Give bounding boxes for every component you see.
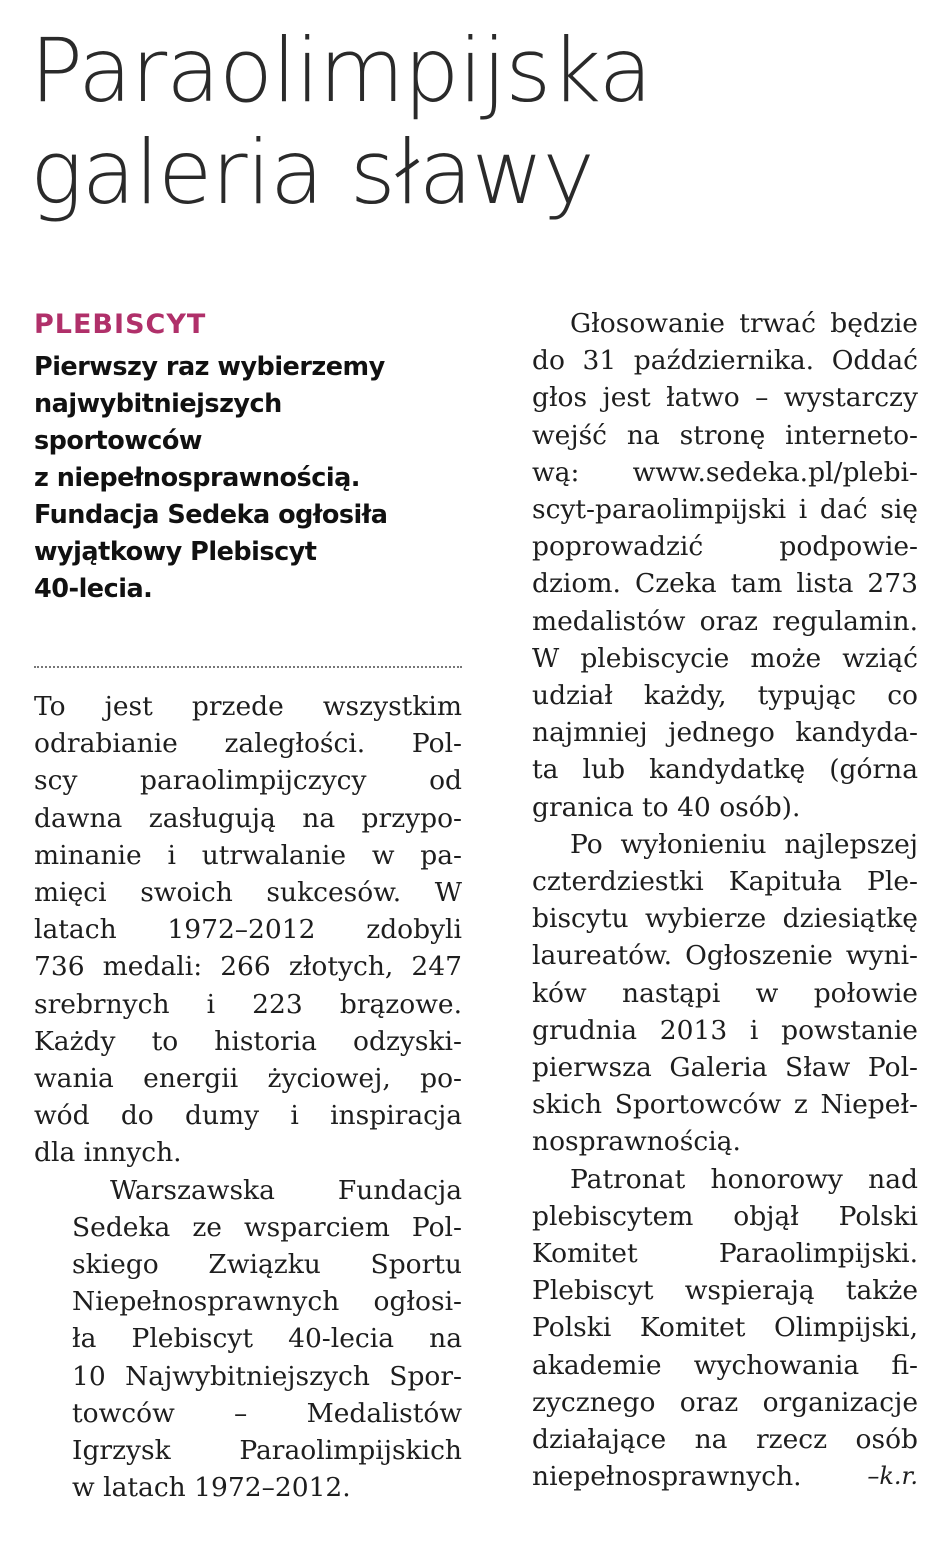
body-paragraph-5 [494,1161,918,1496]
body-paragraph-2 [34,1172,462,1507]
text-line: granica to 40 osób). [532,791,801,823]
headline-line-2: galeria sławy [30,121,594,224]
text-line: dla innych. [34,1137,182,1169]
text-line: dawna zasługują na przypo- [34,802,462,834]
text-line: wania energii życiowej, po- [34,1063,462,1095]
article-lead [34,349,454,608]
text-line: plebiscytem objął Polski [532,1200,918,1232]
text-line: W plebiscycie może wziąć [532,642,918,674]
text-line: mięci swoich sukcesów. W [34,877,462,909]
author-signature: –k.r. [867,1462,918,1491]
text-line: udział każdy, typując co [532,680,918,712]
text-line: Patronat honorowy nad [570,1163,918,1195]
lead-line: sportowców [34,426,202,456]
text-line: działające na rzecz osób [532,1424,918,1456]
text-line: Głosowanie trwać będzie [570,308,918,339]
text-line: dziom. Czeka tam lista 273 [532,568,918,600]
section-kicker: PLEBISCYT [34,309,207,340]
text-line: latach 1972–2012 zdobyli [34,914,462,946]
text-line: 10 Najwybitniejszych Spor- [72,1360,462,1392]
text-line: medalistów oraz regulamin. [532,605,918,637]
text-line: czterdziestki Kapituła Ple- [532,866,918,898]
text-line: To jest przede wszystkim [34,691,462,722]
text-line: Igrzysk Paraolimpijskich [72,1435,462,1467]
lead-line: wyjątkowy Plebiscyt [34,537,317,567]
headline-line-1: Paraolimpijska [30,19,652,122]
text-line: poprowadzić podpowie- [532,531,918,563]
lead-line: z niepełnosprawnością. [34,463,360,493]
text-line: wejść na stronę interneto- [532,419,918,451]
body-paragraph-4 [494,826,918,1161]
lead-line: Fundacja Sedeka ogłosiła [34,500,388,530]
text-line: odrabianie zaległości. Pol- [34,728,462,760]
text-line: wą: www.sedeka.pl/plebi- [532,456,918,488]
text-line: Plebiscyt wspierają także [532,1275,918,1307]
text-line: srebrnych i 223 brązowe. [34,988,462,1020]
text-line: Polski Komitet Olimpijski, [532,1312,918,1344]
text-line: akademie wychowania fi- [532,1349,918,1381]
text-line: skich Sportowców z Niepeł- [532,1089,918,1121]
lead-line: Pierwszy raz wybierzemy [34,352,385,382]
text-line: ta lub kandydatkę (górna [532,754,918,786]
body-paragraph-3 [494,305,918,826]
text-line: ków nastąpi w połowie [532,977,918,1009]
text-line: towców – Medalistów [72,1397,462,1429]
text-line: skiego Związku Sportu [72,1249,462,1281]
text-line: scyt-paraolimpijski i dać się [532,494,918,526]
text-line: Sedeka ze wsparciem Pol- [72,1211,462,1243]
text-line: najmniej jednego kandyda- [532,717,918,749]
text-line: scy paraolimpijczycy od [34,765,462,797]
text-line: głos jest łatwo – wystarczy [532,382,918,414]
text-line: –k.r. niepełnosprawnych. [494,1458,918,1495]
text-line: do 31 października. Oddać [532,345,918,377]
text-line: wód do dumy i inspiracja [34,1100,462,1132]
right-column [494,305,918,1496]
lead-line: 40-lecia. [34,574,153,604]
text-line: Niepełnosprawnych ogłosi- [72,1286,462,1318]
text-line: zycznego oraz organizacje [532,1386,918,1418]
text-line: laureatów. Ogłoszenie wyni- [532,940,918,972]
text-line: biscytu wybierze dziesiątkę [532,903,918,935]
text-line: Warszawska Fundacja [110,1174,462,1206]
text-line: 736 medali: 266 złotych, 247 [34,951,462,983]
text-line: Po wyłonieniu najlepszej [570,828,918,860]
text-line: grudnia 2013 i powstanie [532,1014,918,1046]
text-line: Każdy to historia odzyski- [34,1025,462,1057]
left-column [34,305,462,1506]
text-line: ła Plebiscyt 40-lecia na [72,1323,462,1355]
body-paragraph-1 [34,688,462,1172]
text-line: pierwsza Galeria Sław Pol- [532,1052,918,1084]
text-line: w latach 1972–2012. [72,1472,351,1504]
article-headline [30,20,910,224]
text-line: Komitet Paraolimpijski. [532,1238,918,1270]
text-line: nosprawnością. [532,1126,741,1158]
dotted-divider [34,666,462,668]
text-line: minanie i utrwalanie w pa- [34,839,462,871]
lead-line: najwybitniejszych [34,389,282,419]
